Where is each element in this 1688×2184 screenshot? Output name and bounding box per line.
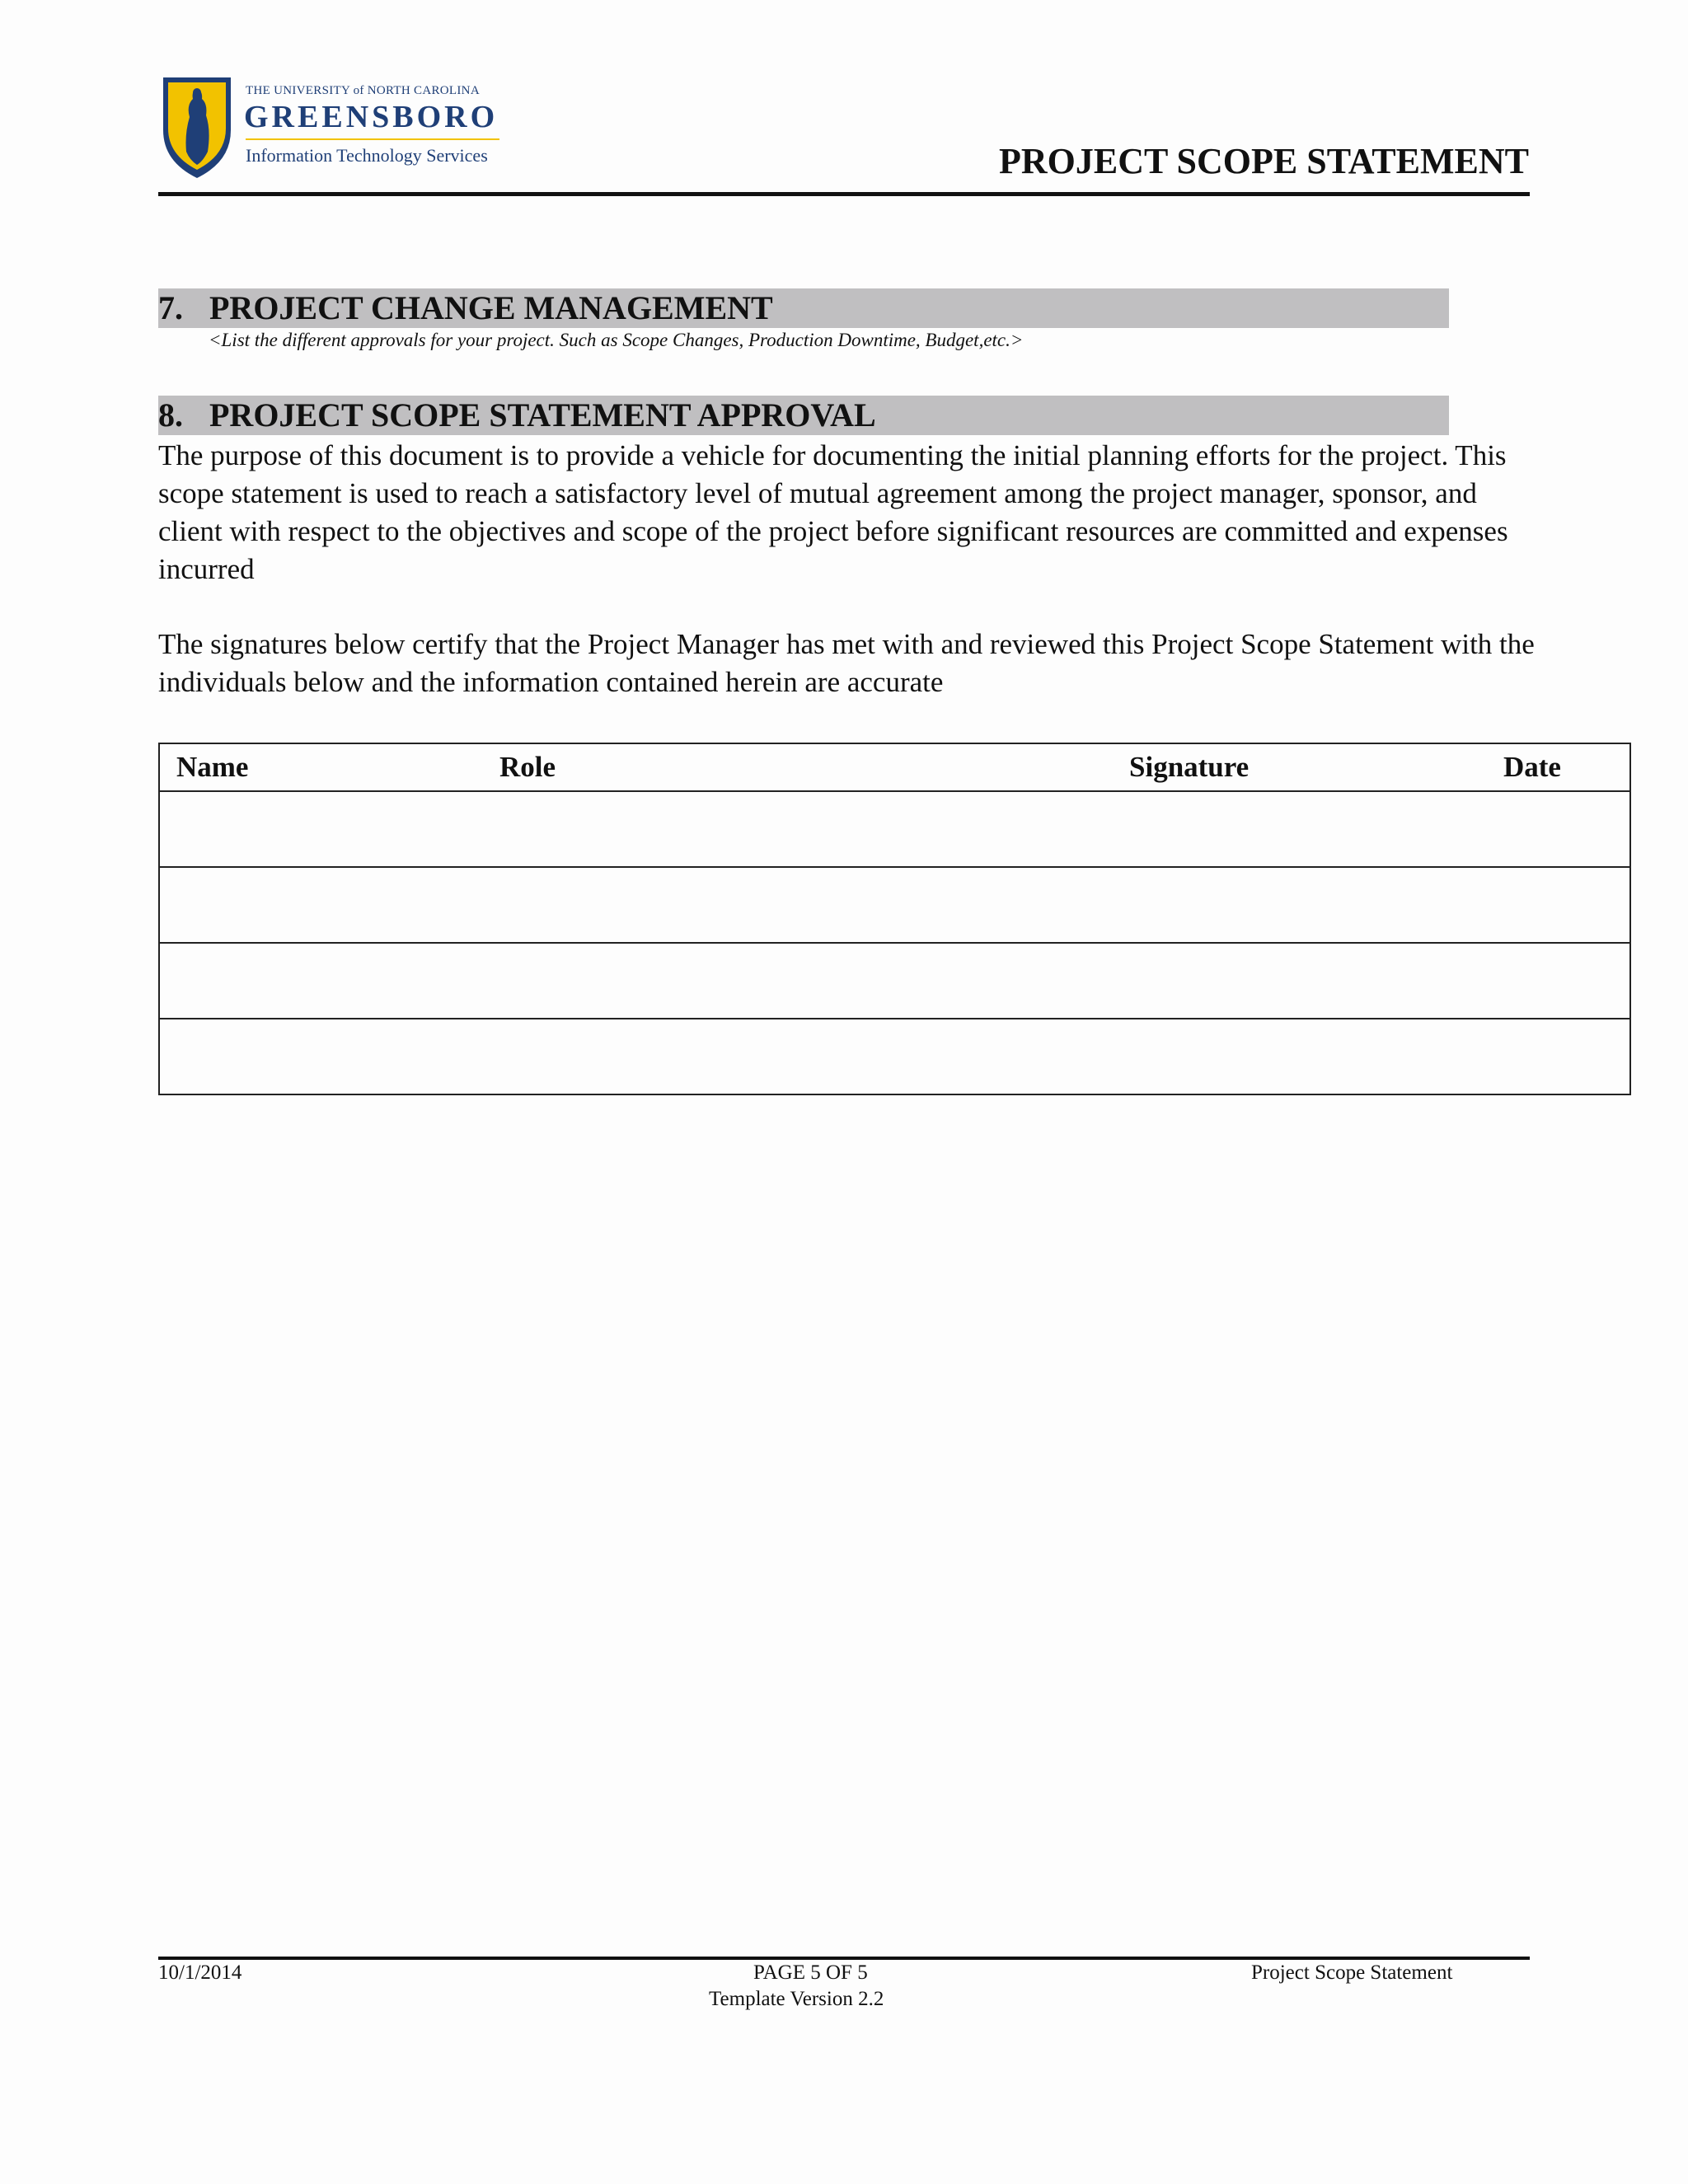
signature-table xyxy=(158,743,1631,1095)
signature-row-cell[interactable] xyxy=(159,867,1630,943)
table-row xyxy=(159,943,1630,1019)
column-header-signature: Signature xyxy=(1129,751,1250,783)
table-header-cell xyxy=(159,743,1630,791)
footer-document-name: Project Scope Statement xyxy=(1251,1961,1453,1984)
document-title: PROJECT SCOPE STATEMENT xyxy=(998,141,1529,181)
footer-template-version: Template Version 2.2 xyxy=(709,1988,884,2010)
footer-page-number: PAGE 5 OF 5 xyxy=(753,1961,868,1984)
signature-row-cell[interactable] xyxy=(159,943,1630,1019)
footer-date: 10/1/2014 xyxy=(158,1961,242,1984)
section-7-number: 7. xyxy=(158,289,183,326)
section-7-title: PROJECT CHANGE MANAGEMENT xyxy=(209,289,773,326)
shield-logo-icon xyxy=(160,73,234,180)
logo-greensboro-wordmark: GREENSBORO xyxy=(244,100,499,134)
section-8-bar xyxy=(158,396,1449,435)
uncg-its-logo xyxy=(160,73,523,185)
header-divider xyxy=(158,192,1530,196)
table-header-row xyxy=(159,743,1630,791)
column-header-name: Name xyxy=(176,751,249,783)
signature-row-cell[interactable] xyxy=(159,1019,1630,1094)
table-row xyxy=(159,867,1630,943)
logo-divider xyxy=(246,138,499,140)
signature-row-cell[interactable] xyxy=(159,791,1630,867)
section-8-heading xyxy=(158,396,1449,435)
section-7-heading xyxy=(158,288,1449,328)
purpose-paragraph: The purpose of this document is to provide a vehicle for documenting the initial planning efforts for the project. This scope statement is used to reach a satisfactory level of mutual agreement among the project manager, sponsor, and client with respect to the objectives and scope of the project before significant resources are committed and expenses incurred xyxy=(158,439,1508,585)
section-7-hint: <List the different approvals for your project. Such as Scope Changes, Production Downtime, Budget,etc.> xyxy=(209,330,1024,350)
section-8-title: PROJECT SCOPE STATEMENT APPROVAL xyxy=(209,396,876,434)
footer-divider xyxy=(158,1957,1530,1960)
signatures-paragraph: The signatures below certify that the Project Manager has met with and reviewed this Project Scope Statement with the individuals below and the information contained herein are accurate xyxy=(158,628,1535,698)
column-header-date: Date xyxy=(1503,751,1561,783)
column-header-role: Role xyxy=(499,751,556,783)
table-row xyxy=(159,791,1630,867)
table-row xyxy=(159,1019,1630,1094)
section-8-number: 8. xyxy=(158,396,183,434)
section-7-bar xyxy=(158,288,1449,328)
logo-its-line: Information Technology Services xyxy=(246,145,488,166)
logo-university-line: THE UNIVERSITY of NORTH CAROLINA xyxy=(246,84,480,97)
